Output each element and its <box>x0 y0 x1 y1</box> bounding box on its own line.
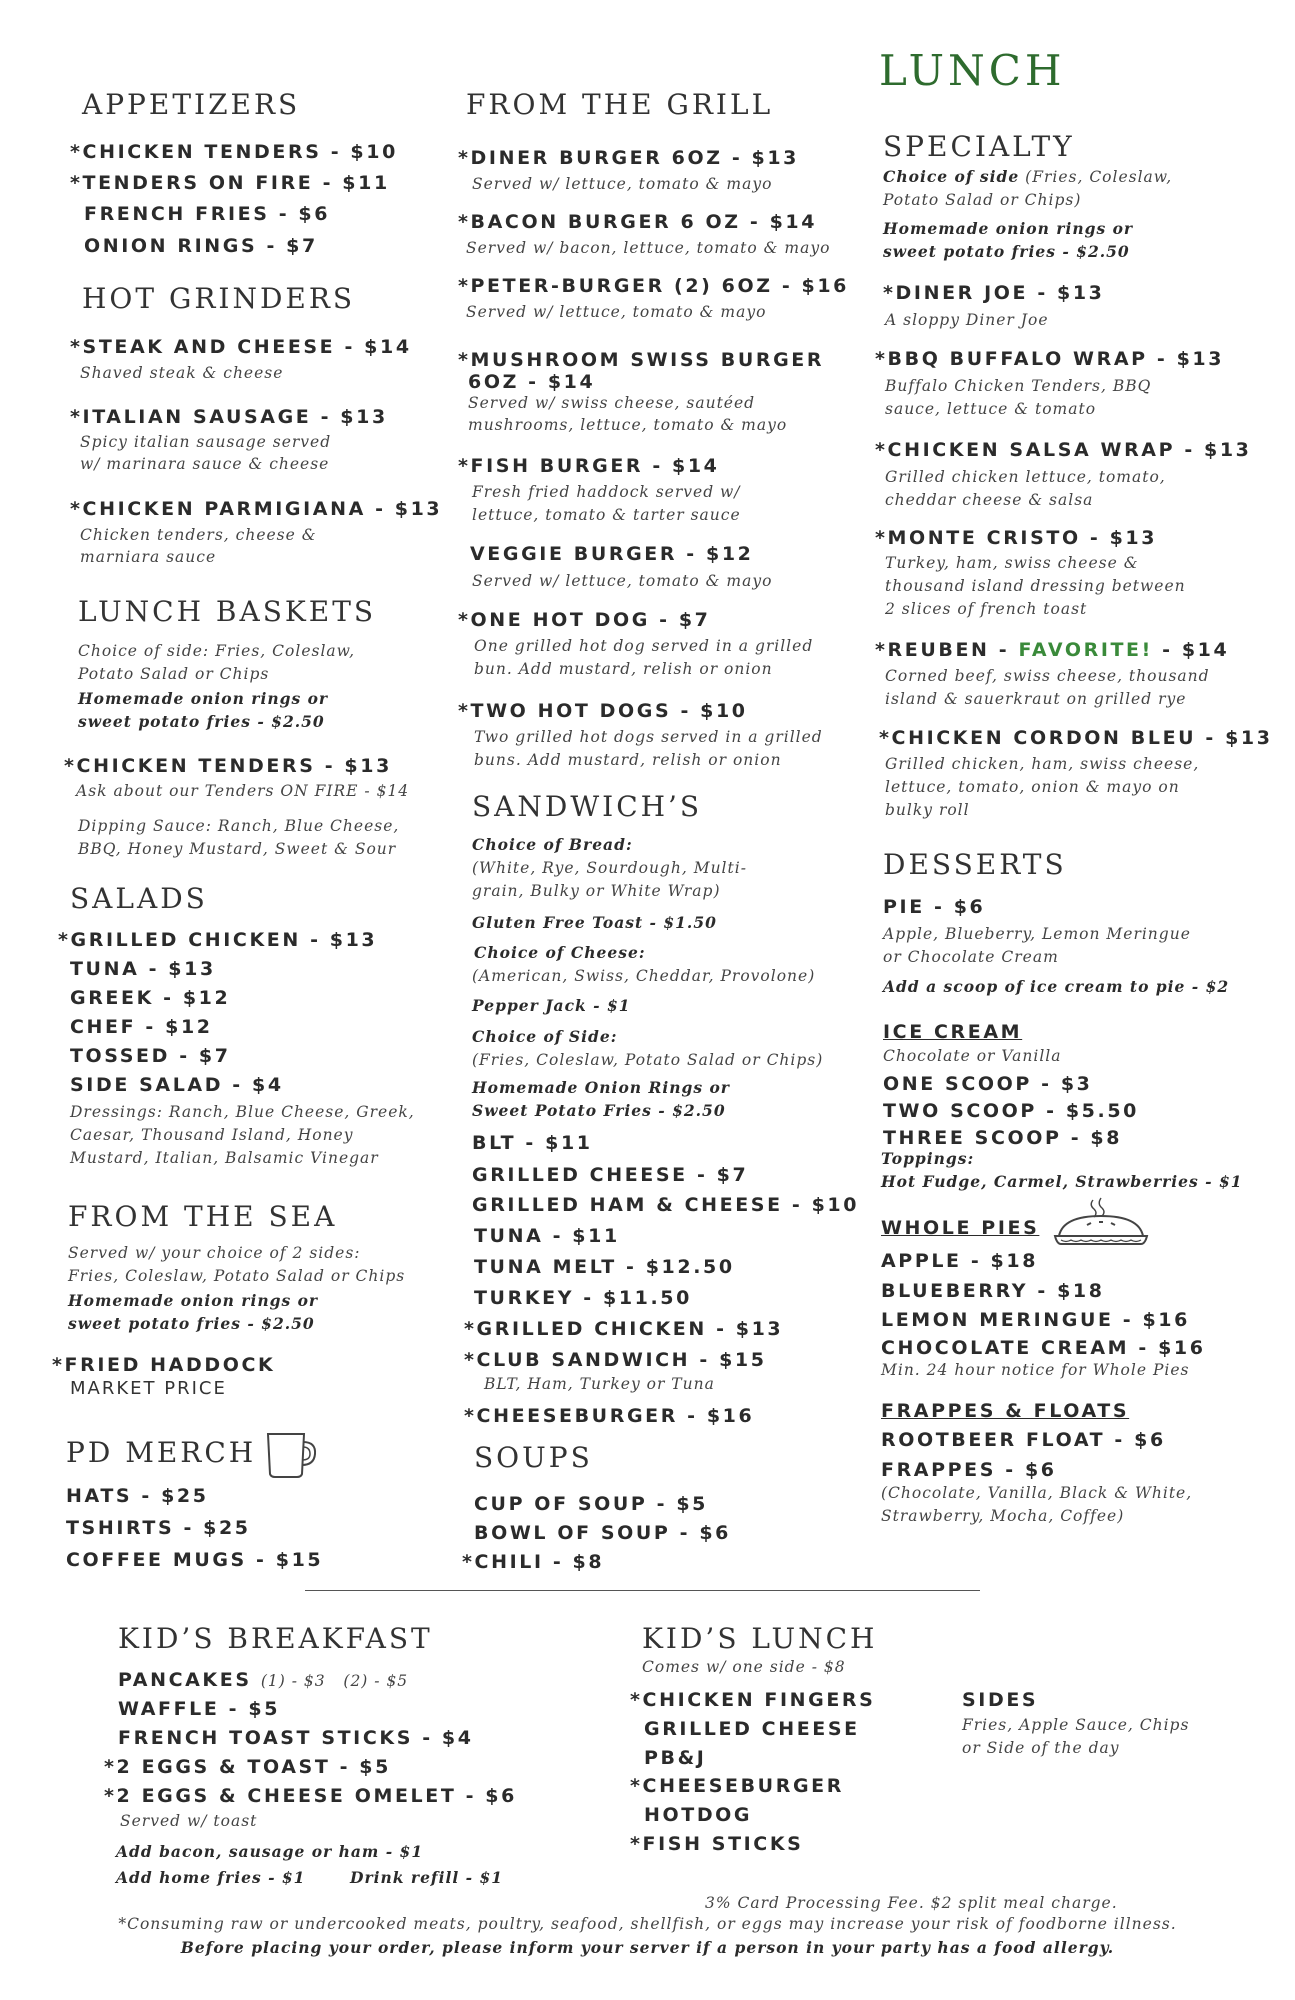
item-desc: Turkey, ham, swiss cheese & <box>885 554 1139 572</box>
divider <box>305 1590 980 1591</box>
choice-label: Choice of Cheese: <box>474 943 646 962</box>
menu-item: *BBQ BUFFALO WRAP - $13 <box>875 348 1225 370</box>
ice-cream-title: ICE CREAM <box>883 1021 1023 1043</box>
allergy-notice: Before placing your order, please inform your server if a person in your party has a food allergy. <box>180 1938 1115 1957</box>
menu-item: *GRILLED CHICKEN - $13 <box>58 929 378 951</box>
item-desc: lettuce, tomato & tarter sauce <box>472 506 741 524</box>
choice-options: (Fries, Coleslaw, <box>1019 168 1173 186</box>
menu-item: 6OZ - $14 <box>468 371 596 393</box>
item-desc: Spicy italian sausage served <box>80 433 332 451</box>
pancakes-item <box>118 1666 408 1694</box>
menu-item: PIE - $6 <box>883 896 986 918</box>
item-desc: Grilled chicken lettuce, tomato, <box>885 468 1166 486</box>
item-desc: Shaved steak & cheese <box>80 364 284 382</box>
hot-grinders-title: HOT GRINDERS <box>82 282 356 315</box>
dressings: Mustard, Italian, Balsamic Vinegar <box>70 1149 379 1167</box>
upgrade-note: Homemade onion rings or <box>68 1291 319 1310</box>
fee-note: 3% Card Processing Fee. $2 split meal charge. <box>705 1894 1118 1912</box>
menu-item: FRENCH FRIES - $6 <box>84 203 331 225</box>
appetizers-title: APPETIZERS <box>82 88 301 121</box>
sides-desc: Fries, Apple Sauce, Chips <box>962 1716 1190 1734</box>
upgrade-note: Homemade Onion Rings or <box>472 1078 730 1097</box>
menu-item: *2 EGGS & TOAST - $5 <box>104 1756 391 1778</box>
item-desc: (Chocolate, Vanilla, Black & White, <box>881 1484 1193 1502</box>
kids-lunch-subtitle: Comes w/ one side - $8 <box>642 1658 846 1676</box>
item-desc: buns. Add mustard, relish or onion <box>474 751 782 769</box>
menu-item: SIDE SALAD - $4 <box>70 1074 284 1096</box>
menu-item: CUP OF SOUP - $5 <box>474 1493 709 1515</box>
item-desc: Chocolate or Vanilla <box>883 1047 1062 1065</box>
item-desc: Buffalo Chicken Tenders, BBQ <box>885 377 1152 395</box>
desserts-title: DESSERTS <box>883 848 1067 881</box>
pd-merch-title: PD MERCH <box>66 1436 257 1469</box>
menu-item-price: - $14 <box>1152 639 1230 661</box>
food-warning: *Consuming raw or undercooked meats, poultry, seafood, shellfish, or eggs may increase your risk of foodborne illness. <box>118 1915 1177 1933</box>
choice-options: (Fries, Coleslaw, Potato Salad or Chips) <box>472 1051 824 1069</box>
menu-item: *DINER BURGER 6OZ - $13 <box>458 147 799 169</box>
menu-item: *PETER-BURGER (2) 6OZ - $16 <box>458 275 849 297</box>
menu-item: *MUSHROOM SWISS BURGER <box>458 349 825 371</box>
menu-item: *2 EGGS & CHEESE OMELET - $6 <box>104 1785 517 1807</box>
item-desc: Served w/ your choice of 2 sides: <box>68 1244 361 1262</box>
pepper-jack: Pepper Jack - $1 <box>472 996 631 1015</box>
menu-item: THREE SCOOP - $8 <box>883 1127 1123 1149</box>
menu-item: PB&J <box>644 1747 707 1769</box>
menu-item: *REUBEN - <box>875 639 1019 661</box>
item-desc: Choice of side: Fries, Coleslaw, <box>78 642 355 660</box>
item-desc: bulky roll <box>885 801 970 819</box>
toppings: Hot Fudge, Carmel, Strawberries - $1 <box>881 1172 1243 1191</box>
drink-refill: Drink refill - $1 <box>350 1868 504 1887</box>
item-desc: Strawberry, Mocha, Coffee) <box>881 1507 1125 1525</box>
specialty-choice <box>883 166 1172 188</box>
dipping-sauce: BBQ, Honey Mustard, Sweet & Sour <box>78 840 397 858</box>
item-desc: Fries, Coleslaw, Potato Salad or Chips <box>68 1267 406 1285</box>
upgrade-note: sweet potato fries - $2.50 <box>883 242 1130 261</box>
item-desc: A sloppy Diner Joe <box>885 311 1049 329</box>
menu-item: *CHICKEN FINGERS <box>630 1689 876 1711</box>
choice-label: Choice of Side: <box>472 1027 618 1046</box>
item-desc: thousand island dressing between <box>885 577 1186 595</box>
sandwiches-title: SANDWICH’S <box>472 790 703 823</box>
menu-item: *CHICKEN SALSA WRAP - $13 <box>875 439 1252 461</box>
item-desc: Served w/ lettuce, tomato & mayo <box>466 303 767 321</box>
reuben-item <box>875 636 1229 664</box>
choice-label: Choice of Bread: <box>472 835 633 854</box>
add-on: Add home fries - $1 <box>116 1868 306 1887</box>
menu-item: TUNA - $11 <box>474 1225 620 1247</box>
item-desc: Served w/ bacon, lettuce, tomato & mayo <box>466 239 831 257</box>
choice-options: Potato Salad or Chips) <box>883 191 1082 209</box>
item-desc: BLT, Ham, Turkey or Tuna <box>484 1375 715 1393</box>
menu-item: ONION RINGS - $7 <box>84 235 318 257</box>
menu-item: ONE SCOOP - $3 <box>883 1073 1093 1095</box>
menu-item: *GRILLED CHICKEN - $13 <box>464 1318 784 1340</box>
lunch-baskets-title: LUNCH BASKETS <box>78 595 377 628</box>
menu-item: *CHEESEBURGER <box>630 1775 844 1797</box>
menu-item: BLUEBERRY - $18 <box>881 1280 1105 1302</box>
item-desc: island & sauerkraut on grilled rye <box>885 690 1187 708</box>
item-desc: cheddar cheese & salsa <box>885 491 1094 509</box>
whole-pies-note: Min. 24 hour notice for Whole Pies <box>881 1361 1190 1379</box>
upgrade-note: sweet potato fries - $2.50 <box>78 712 325 731</box>
menu-item: *CHEESEBURGER - $16 <box>464 1405 755 1427</box>
market-price: MARKET PRICE <box>70 1378 227 1399</box>
dressings: Dressings: Ranch, Blue Cheese, Greek, <box>70 1103 415 1121</box>
upgrade-note: sweet potato fries - $2.50 <box>68 1314 315 1333</box>
pancakes-price: (1) - $3 (2) - $5 <box>260 1672 409 1690</box>
item-desc: Fresh fried haddock served w/ <box>472 483 741 501</box>
menu-item: FRENCH TOAST STICKS - $4 <box>118 1727 474 1749</box>
item-desc: One grilled hot dog served in a grilled <box>474 637 814 655</box>
choice-options: (White, Rye, Sourdough, Multi- <box>472 859 747 877</box>
menu-item: HOTDOG <box>644 1804 753 1826</box>
menu-item: *CHICKEN TENDERS - $13 <box>64 755 392 777</box>
menu-item: *STEAK AND CHEESE - $14 <box>70 336 412 358</box>
item-desc: Apple, Blueberry, Lemon Meringue <box>883 925 1191 943</box>
menu-item: *TENDERS ON FIRE - $11 <box>70 172 390 194</box>
item-desc: Served w/ swiss cheese, sautéed <box>468 394 756 412</box>
menu-item: ROOTBEER FLOAT - $6 <box>881 1429 1166 1451</box>
menu-item: *MONTE CRISTO - $13 <box>875 527 1158 549</box>
menu-item: PANCAKES <box>118 1669 252 1691</box>
menu-item: *ONE HOT DOG - $7 <box>458 609 711 631</box>
upgrade-note: Homemade onion rings or <box>78 689 329 708</box>
item-desc: Served w/ lettuce, tomato & mayo <box>472 572 773 590</box>
menu-item: TUNA MELT - $12.50 <box>474 1256 735 1278</box>
item-desc: Two grilled hot dogs served in a grilled <box>474 728 823 746</box>
kids-lunch-title: KID’S LUNCH <box>642 1622 878 1655</box>
pie-icon <box>1053 1196 1149 1258</box>
pie-add-note: Add a scoop of ice cream to pie - $2 <box>883 977 1230 996</box>
menu-item: *TWO HOT DOGS - $10 <box>458 700 748 722</box>
menu-item: CHEF - $12 <box>70 1016 213 1038</box>
menu-item: *FISH STICKS <box>630 1833 804 1855</box>
menu-item: BLT - $11 <box>472 1132 593 1154</box>
menu-item: WAFFLE - $5 <box>118 1698 281 1720</box>
menu-item: TUNA - $13 <box>70 958 216 980</box>
menu-item: *DINER JOE - $13 <box>883 282 1105 304</box>
menu-item: *CLUB SANDWICH - $15 <box>464 1349 767 1371</box>
menu-item: *CHICKEN CORDON BLEU - $13 <box>879 727 1273 749</box>
menu-item: GRILLED HAM & CHEESE - $10 <box>472 1194 860 1216</box>
menu-item: GRILLED CHEESE <box>644 1718 860 1740</box>
gluten-free: Gluten Free Toast - $1.50 <box>472 913 717 932</box>
choice-options: (American, Swiss, Cheddar, Provolone) <box>472 967 816 985</box>
menu-item: COFFEE MUGS - $15 <box>66 1549 324 1571</box>
menu-item: *FISH BURGER - $14 <box>458 455 720 477</box>
menu-item: GREEK - $12 <box>70 987 231 1009</box>
item-desc: Potato Salad or Chips <box>78 665 270 683</box>
lunch-title: LUNCH <box>879 46 1066 95</box>
menu-item: *BACON BURGER 6 OZ - $14 <box>458 211 818 233</box>
whole-pies-title: WHOLE PIES <box>881 1217 1040 1239</box>
menu-item: LEMON MERINGUE - $16 <box>881 1309 1190 1331</box>
kids-breakfast-title: KID’S BREAKFAST <box>118 1622 433 1655</box>
sides-title: SIDES <box>962 1689 1039 1711</box>
item-desc: lettuce, tomato, onion & mayo on <box>885 778 1180 796</box>
toppings-label: Toppings: <box>881 1149 975 1168</box>
upgrade-note: Homemade onion rings or <box>883 219 1134 238</box>
item-desc: w/ marinara sauce & cheese <box>80 455 330 473</box>
dressings: Caesar, Thousand Island, Honey <box>70 1126 354 1144</box>
favorite-badge: FAVORITE! <box>1018 639 1153 661</box>
soups-title: SOUPS <box>474 1441 593 1474</box>
menu-item: HATS - $25 <box>66 1485 209 1507</box>
menu-item: *CHILI - $8 <box>462 1551 605 1573</box>
item-desc: sauce, lettuce & tomato <box>885 400 1097 418</box>
menu-item: TWO SCOOP - $5.50 <box>883 1100 1139 1122</box>
item-desc: Served w/ toast <box>120 1812 258 1830</box>
menu-item: *ITALIAN SAUSAGE - $13 <box>70 406 388 428</box>
menu-item: CHOCOLATE CREAM - $16 <box>881 1337 1206 1359</box>
item-desc: marniara sauce <box>80 548 217 566</box>
menu-item: *CHICKEN PARMIGIANA - $13 <box>70 498 443 520</box>
coffee-mug-icon <box>262 1428 320 1480</box>
menu-item: VEGGIE BURGER - $12 <box>470 543 754 565</box>
specialty-title: SPECIALTY <box>883 130 1075 163</box>
menu-item: BOWL OF SOUP - $6 <box>474 1522 732 1544</box>
from-the-sea-title: FROM THE SEA <box>68 1200 338 1233</box>
frappes-title: FRAPPES & FLOATS <box>881 1400 1130 1422</box>
add-on: Add bacon, sausage or ham - $1 <box>116 1842 424 1861</box>
menu-item: TSHIRTS - $25 <box>66 1517 251 1539</box>
item-desc: 2 slices of french toast <box>885 600 1088 618</box>
item-desc: Ask about our Tenders ON FIRE - $14 <box>76 782 410 800</box>
from-the-grill-title: FROM THE GRILL <box>466 88 774 121</box>
item-desc: Corned beef, swiss cheese, thousand <box>885 667 1210 685</box>
menu-item: GRILLED CHEESE - $7 <box>472 1164 749 1186</box>
item-desc: Chicken tenders, cheese & <box>80 526 317 544</box>
choice-label: Choice of side <box>883 167 1020 186</box>
menu-item: *FRIED HADDOCK <box>52 1354 276 1376</box>
salads-title: SALADS <box>70 882 208 915</box>
item-desc: bun. Add mustard, relish or onion <box>474 660 773 678</box>
item-desc: Served w/ lettuce, tomato & mayo <box>472 175 773 193</box>
sides-desc: or Side of the day <box>962 1739 1120 1757</box>
dipping-sauce: Dipping Sauce: Ranch, Blue Cheese, <box>78 817 400 835</box>
choice-options: grain, Bulky or White Wrap) <box>472 882 721 900</box>
item-desc: mushrooms, lettuce, tomato & mayo <box>468 416 788 434</box>
menu-item: APPLE - $18 <box>881 1250 1039 1272</box>
menu-item: *CHICKEN TENDERS - $10 <box>70 141 398 163</box>
upgrade-note: Sweet Potato Fries - $2.50 <box>472 1101 726 1120</box>
menu-item: FRAPPES - $6 <box>881 1459 1057 1481</box>
menu-item: TURKEY - $11.50 <box>474 1287 692 1309</box>
item-desc: or Chocolate Cream <box>883 948 1059 966</box>
item-desc: Grilled chicken, ham, swiss cheese, <box>885 755 1200 773</box>
menu-item: TOSSED - $7 <box>70 1045 231 1067</box>
